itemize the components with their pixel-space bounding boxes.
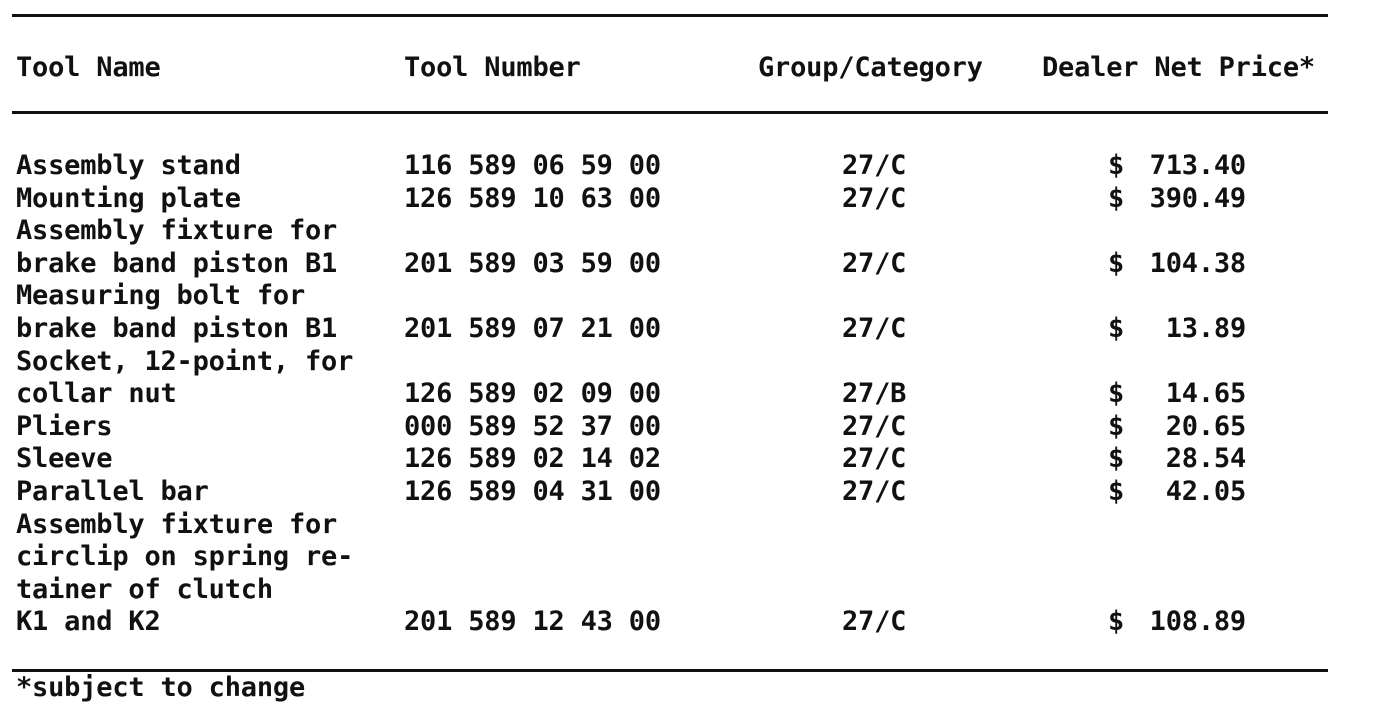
currency-symbol: $ [1108, 182, 1125, 214]
group-category: 27/C [842, 475, 907, 507]
currency-symbol: $ [1108, 410, 1125, 442]
tool-number: 201 589 07 21 00 [404, 312, 661, 344]
footnote: *subject to change [16, 672, 305, 703]
row-values [0, 248, 1376, 281]
table-row [0, 443, 1376, 476]
price-amount: 713.40 [1149, 150, 1246, 181]
currency-symbol: $ [1108, 312, 1125, 344]
table-row [0, 411, 1376, 444]
tool-number: 201 589 12 43 00 [404, 606, 661, 638]
tool-number: 126 589 10 63 00 [404, 182, 661, 214]
group-category: 27/C [842, 410, 907, 442]
row-values [0, 378, 1376, 411]
row-values [0, 313, 1376, 346]
tool-name-line: K1 and K2 [16, 606, 161, 638]
currency-symbol: $ [1108, 150, 1125, 181]
currency-symbol: $ [1108, 606, 1125, 638]
tool-name-line: brake band piston B1 [16, 312, 338, 344]
group-category: 27/C [842, 150, 907, 181]
group-category: 27/C [842, 312, 907, 344]
tool-number: 126 589 02 09 00 [404, 378, 661, 410]
tool-name-line: circlip on spring re- [16, 541, 354, 573]
row-values [0, 411, 1376, 444]
tool-number: 000 589 52 37 00 [404, 410, 661, 442]
table-body [0, 150, 1376, 639]
tool-number: 116 589 06 59 00 [404, 150, 661, 181]
table-row [0, 150, 1376, 183]
tool-name-line: tainer of clutch [16, 573, 273, 605]
tool-name-line: Assembly stand [16, 150, 241, 181]
tool-name-line: Assembly fixture for [16, 508, 338, 540]
price-amount: 13.89 [1165, 312, 1246, 344]
tool-number: 126 589 04 31 00 [404, 475, 661, 507]
tool-name-line: Parallel bar [16, 475, 209, 507]
header-dealer-net-price: Dealer Net Price* [1042, 52, 1315, 83]
row-values [0, 150, 1376, 183]
price-amount: 104.38 [1149, 247, 1246, 279]
table-row [0, 183, 1376, 216]
table-row [0, 509, 1376, 639]
tool-number: 201 589 03 59 00 [404, 247, 661, 279]
group-category: 27/B [842, 378, 907, 410]
tool-name-line: Mounting plate [16, 182, 241, 214]
currency-symbol: $ [1108, 475, 1125, 507]
currency-symbol: $ [1108, 247, 1125, 279]
header-tool-name: Tool Name [16, 52, 161, 83]
tool-name-line: Measuring bolt for [16, 280, 305, 312]
group-category: 27/C [842, 182, 907, 214]
top-rule [12, 14, 1328, 17]
price-amount: 14.65 [1165, 378, 1246, 410]
price-amount: 108.89 [1149, 606, 1246, 638]
table-row [0, 215, 1376, 280]
currency-symbol: $ [1108, 378, 1125, 410]
price-amount: 390.49 [1149, 182, 1246, 214]
group-category: 27/C [842, 247, 907, 279]
tool-name-line: collar nut [16, 378, 177, 410]
header-tool-number: Tool Number [404, 52, 581, 83]
table-row [0, 346, 1376, 411]
price-amount: 42.05 [1165, 475, 1246, 507]
row-values [0, 183, 1376, 216]
table-header [0, 52, 1376, 86]
row-values [0, 443, 1376, 476]
row-values [0, 476, 1376, 509]
tool-name-line: brake band piston B1 [16, 247, 338, 279]
currency-symbol: $ [1108, 443, 1125, 475]
group-category: 27/C [842, 606, 907, 638]
tool-name-line: Assembly fixture for [16, 215, 338, 247]
header-group-category: Group/Category [758, 52, 983, 83]
tool-name-line: Pliers [16, 410, 113, 442]
tool-name-line: Sleeve [16, 443, 113, 475]
table-row [0, 476, 1376, 509]
price-amount: 20.65 [1165, 410, 1246, 442]
table-row [0, 280, 1376, 345]
group-category: 27/C [842, 443, 907, 475]
header-rule [12, 111, 1328, 114]
tool-number: 126 589 02 14 02 [404, 443, 661, 475]
tool-name-line: Socket, 12-point, for [16, 345, 354, 377]
price-amount: 28.54 [1165, 443, 1246, 475]
row-values [0, 606, 1376, 639]
